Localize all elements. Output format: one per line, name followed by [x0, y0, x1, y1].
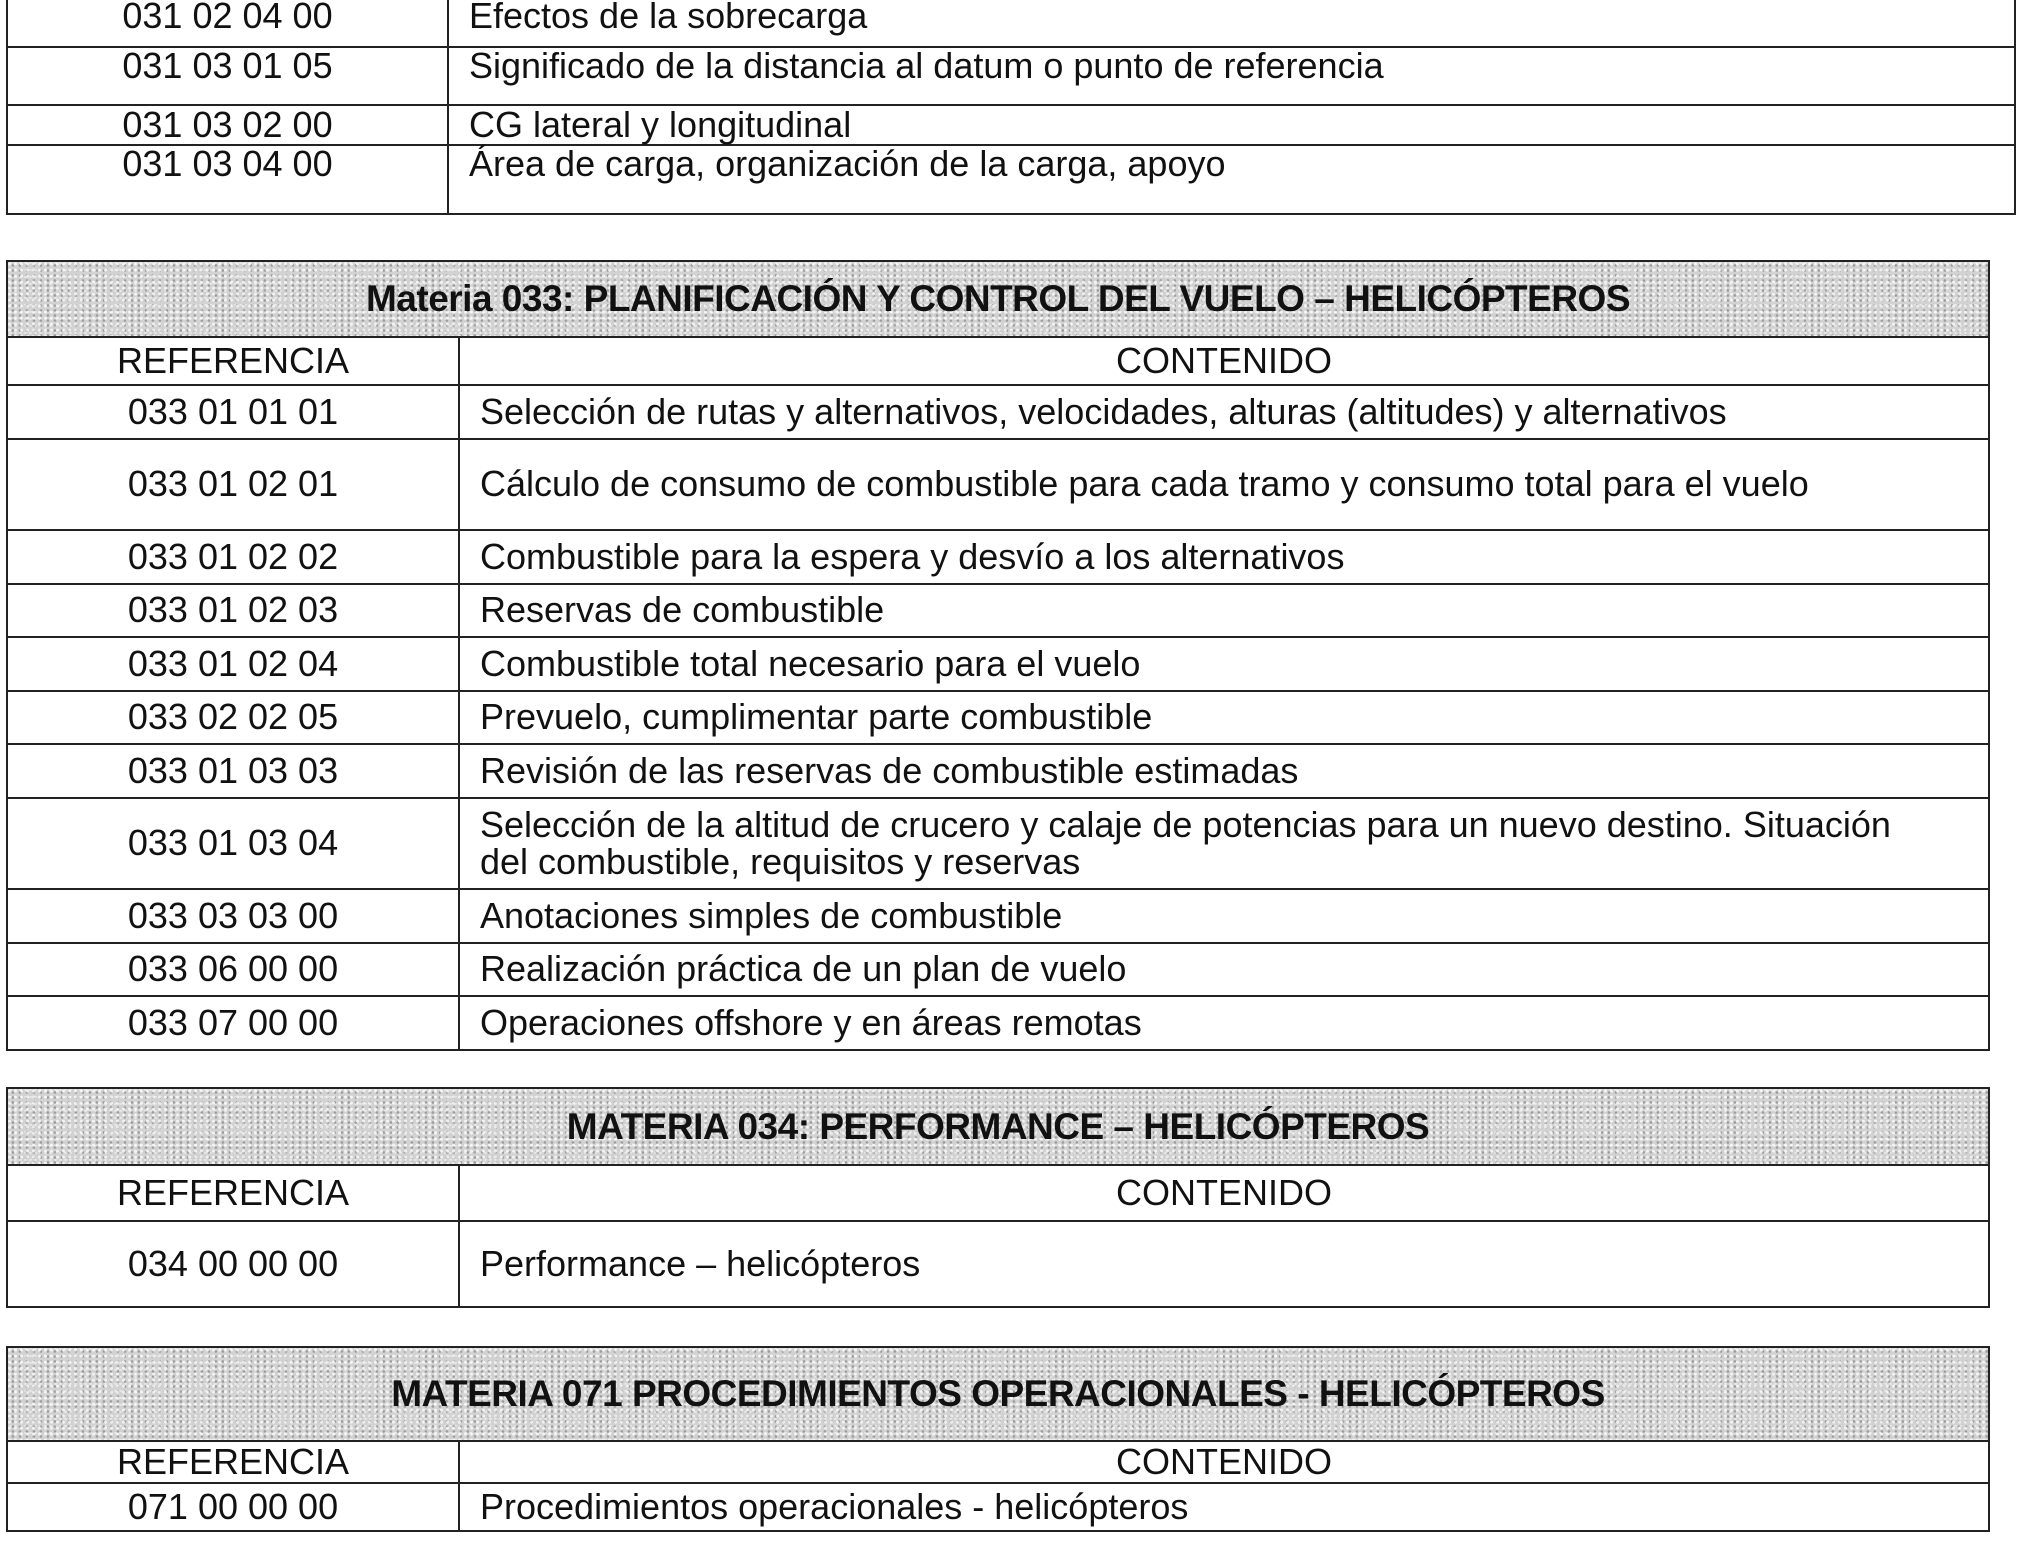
table-row [7, 889, 1989, 943]
content-cell: Selección de la altitud de crucero y calaje de potencias para un nuevo destino. Situación del combustible, requisitos y reservas [459, 798, 1989, 889]
content-cell: Combustible total necesario para el vuelo [459, 637, 1989, 691]
content-cell: Selección de rutas y alternativos, velocidades, alturas (altitudes) y alternativos [459, 385, 1989, 439]
table-033 [6, 260, 1990, 1051]
reference-cell: 033 01 03 04 [7, 798, 459, 889]
table-title: Materia 033: PLANIFICACIÓN Y CONTROL DEL VUELO – HELICÓPTEROS [7, 261, 1989, 337]
table-title: MATERIA 071 PROCEDIMIENTOS OPERACIONALES - HELICÓPTEROS [7, 1347, 1989, 1441]
reference-cell: 071 00 00 00 [7, 1483, 459, 1531]
content-cell: Prevuelo, cumplimentar parte combustible [459, 691, 1989, 744]
reference-cell: 033 01 02 01 [7, 439, 459, 530]
reference-cell: 033 07 00 00 [7, 996, 459, 1050]
content-cell: Operaciones offshore y en áreas remotas [459, 996, 1989, 1050]
table-row [7, 439, 1989, 530]
table-row [7, 744, 1989, 798]
table-031 [6, 0, 2016, 215]
column-header-content: CONTENIDO [459, 337, 1989, 385]
table-row [7, 530, 1989, 584]
column-header-reference: REFERENCIA [7, 1165, 459, 1221]
table-row [7, 637, 1989, 691]
table-034 [6, 1087, 1990, 1308]
reference-cell: 031 03 01 05 [7, 47, 448, 105]
table-row [7, 47, 2015, 105]
header-row [7, 1441, 1989, 1483]
header-row [7, 1165, 1989, 1221]
table-row [7, 105, 2015, 145]
table-row [7, 0, 2015, 47]
reference-cell: 033 03 03 00 [7, 889, 459, 943]
reference-cell: 033 01 02 04 [7, 637, 459, 691]
table-row [7, 145, 2015, 214]
content-cell: Combustible para la espera y desvío a los alternativos [459, 530, 1989, 584]
content-cell: Realización práctica de un plan de vuelo [459, 943, 1989, 996]
table-row [7, 1221, 1989, 1307]
table-row [7, 996, 1989, 1050]
content-cell: Reservas de combustible [459, 584, 1989, 637]
reference-cell: 033 06 00 00 [7, 943, 459, 996]
content-cell: Área de carga, organización de la carga, apoyo [448, 145, 2015, 214]
content-cell: Anotaciones simples de combustible [459, 889, 1989, 943]
reference-cell: 033 01 02 02 [7, 530, 459, 584]
reference-cell: 031 03 02 00 [7, 105, 448, 145]
reference-cell: 033 02 02 05 [7, 691, 459, 744]
reference-cell: 033 01 01 01 [7, 385, 459, 439]
content-cell: CG lateral y longitudinal [448, 105, 2015, 145]
content-cell: Performance – helicópteros [459, 1221, 1989, 1307]
table-row [7, 798, 1989, 889]
content-cell: Significado de la distancia al datum o punto de referencia [448, 47, 2015, 105]
table-row [7, 1483, 1989, 1531]
column-header-reference: REFERENCIA [7, 337, 459, 385]
table-row [7, 943, 1989, 996]
reference-cell: 033 01 02 03 [7, 584, 459, 637]
reference-cell: 033 01 03 03 [7, 744, 459, 798]
content-cell: Efectos de la sobrecarga [448, 0, 2015, 47]
header-row [7, 337, 1989, 385]
column-header-content: CONTENIDO [459, 1441, 1989, 1483]
table-071 [6, 1346, 1990, 1532]
content-cell: Cálculo de consumo de combustible para cada tramo y consumo total para el vuelo [459, 439, 1989, 530]
column-header-reference: REFERENCIA [7, 1441, 459, 1483]
table-title: MATERIA 034: PERFORMANCE – HELICÓPTEROS [7, 1088, 1989, 1165]
reference-cell: 034 00 00 00 [7, 1221, 459, 1307]
reference-cell: 031 03 04 00 [7, 145, 448, 214]
column-header-content: CONTENIDO [459, 1165, 1989, 1221]
table-row [7, 385, 1989, 439]
reference-cell: 031 02 04 00 [7, 0, 448, 47]
table-row [7, 691, 1989, 744]
table-row [7, 584, 1989, 637]
content-cell: Revisión de las reservas de combustible estimadas [459, 744, 1989, 798]
content-cell: Procedimientos operacionales - helicópteros [459, 1483, 1989, 1531]
